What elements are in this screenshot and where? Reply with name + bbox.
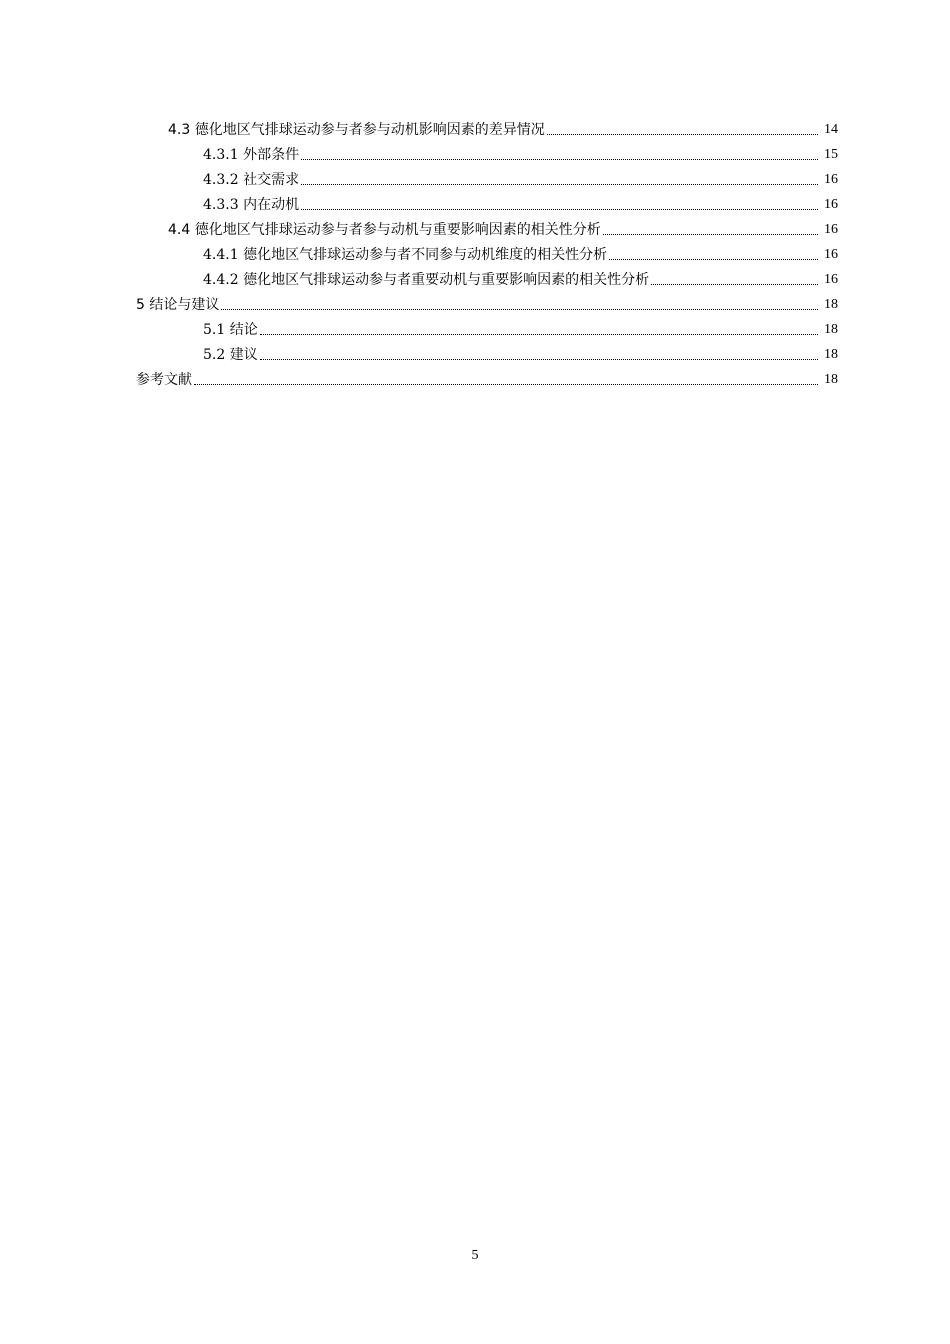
toc-entry-page: 16 <box>824 172 838 187</box>
toc-leader-dots <box>301 155 818 160</box>
toc-leader-dots <box>609 255 818 260</box>
toc-entry-page: 16 <box>824 197 838 212</box>
toc-entry-label: 参考文献 <box>136 372 192 388</box>
toc-entry-label: 4.3 德化地区气排球运动参与者参与动机影响因素的差异情况 <box>168 122 545 138</box>
toc-entry[interactable] <box>0 114 838 139</box>
toc-entry-page: 15 <box>824 147 838 162</box>
toc-leader-dots <box>651 280 818 285</box>
toc-entry-page: 18 <box>824 372 838 387</box>
toc-leader-dots <box>260 330 818 335</box>
toc-entry-label: 4.3.2 社交需求 <box>203 172 300 188</box>
toc-entry[interactable] <box>0 264 838 289</box>
toc-entry[interactable] <box>0 314 838 339</box>
toc-entry[interactable] <box>0 364 838 389</box>
toc-entry[interactable] <box>0 239 838 264</box>
toc-leader-dots <box>221 305 818 310</box>
toc-leader-dots <box>301 180 818 185</box>
table-of-contents <box>0 114 950 389</box>
toc-leader-dots <box>603 230 818 235</box>
toc-entry-page: 18 <box>824 297 838 312</box>
toc-entry-page: 18 <box>824 347 838 362</box>
toc-leader-dots <box>194 380 818 385</box>
toc-entry[interactable] <box>0 289 838 314</box>
toc-entry-label: 4.3.3 内在动机 <box>203 197 300 213</box>
toc-entry-page: 16 <box>824 222 838 237</box>
toc-entry-label: 4.3.1 外部条件 <box>203 147 300 163</box>
toc-entry-label: 4.4 德化地区气排球运动参与者参与动机与重要影响因素的相关性分析 <box>168 222 601 238</box>
toc-entry-label: 5.2 建议 <box>203 347 258 363</box>
toc-leader-dots <box>260 355 818 360</box>
toc-entry[interactable] <box>0 339 838 364</box>
toc-entry-label: 5.1 结论 <box>203 322 258 338</box>
toc-entry-label: 5 结论与建议 <box>136 297 220 313</box>
toc-entry[interactable] <box>0 139 838 164</box>
toc-entry-label: 4.4.2 德化地区气排球运动参与者重要动机与重要影响因素的相关性分析 <box>203 272 650 288</box>
toc-entry[interactable] <box>0 189 838 214</box>
toc-leader-dots <box>301 205 818 210</box>
toc-entry[interactable] <box>0 214 838 239</box>
toc-entry-label: 4.4.1 德化地区气排球运动参与者不同参与动机维度的相关性分析 <box>203 247 608 263</box>
toc-entry-page: 16 <box>824 247 838 262</box>
page-number: 5 <box>471 1248 479 1263</box>
toc-entry-page: 16 <box>824 272 838 287</box>
toc-leader-dots <box>547 130 818 135</box>
toc-entry-page: 18 <box>824 322 838 337</box>
toc-entry-page: 14 <box>824 122 838 137</box>
toc-entry[interactable] <box>0 164 838 189</box>
